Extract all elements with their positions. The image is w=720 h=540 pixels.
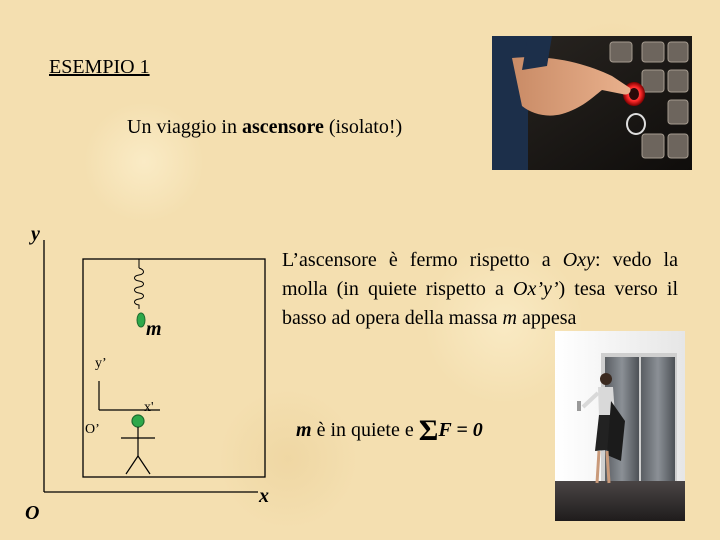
spring-icon bbox=[135, 268, 144, 309]
mass-label: m bbox=[146, 318, 162, 340]
equilibrium-formula: F = 0 bbox=[438, 419, 483, 441]
elevator-box bbox=[83, 259, 265, 477]
equilibrium-mass: m bbox=[296, 419, 312, 441]
subtitle-post: (isolato!) bbox=[323, 116, 403, 138]
desc-part-1: L’ascensore è fermo rispetto a bbox=[282, 249, 563, 271]
desc-italic-1: Oxy bbox=[562, 249, 595, 271]
subtitle-bold: ascensore bbox=[242, 116, 324, 138]
hanging-mass-icon bbox=[137, 313, 145, 327]
desc-part-3: ) tesa verso il basso ad opera della massa bbox=[282, 278, 679, 329]
origin-prime-label: O’ bbox=[85, 422, 100, 437]
x-label: x bbox=[259, 485, 269, 507]
origin-label: O bbox=[25, 502, 40, 524]
x-prime-label: x' bbox=[144, 400, 154, 415]
desc-italic-2: Ox’y’ bbox=[513, 278, 559, 300]
desc-part-2: : vedo la molla (in quiete rispetto a bbox=[282, 249, 678, 300]
y-prime-label: y’ bbox=[95, 356, 107, 371]
equilibrium-text: è in quiete e bbox=[311, 419, 419, 441]
description-text bbox=[282, 246, 678, 333]
person-figure-icon bbox=[121, 415, 155, 474]
desc-part-4: appesa bbox=[516, 307, 577, 329]
equilibrium-statement bbox=[296, 414, 483, 448]
slide-title: ESEMPIO 1 bbox=[49, 56, 150, 78]
photo-elevator-icon bbox=[555, 331, 685, 521]
y-label: y bbox=[31, 223, 40, 245]
subtitle-pre: Un viaggio in bbox=[127, 116, 242, 138]
desc-italic-3: m bbox=[502, 307, 517, 329]
sigma-symbol: Σ bbox=[418, 414, 439, 447]
